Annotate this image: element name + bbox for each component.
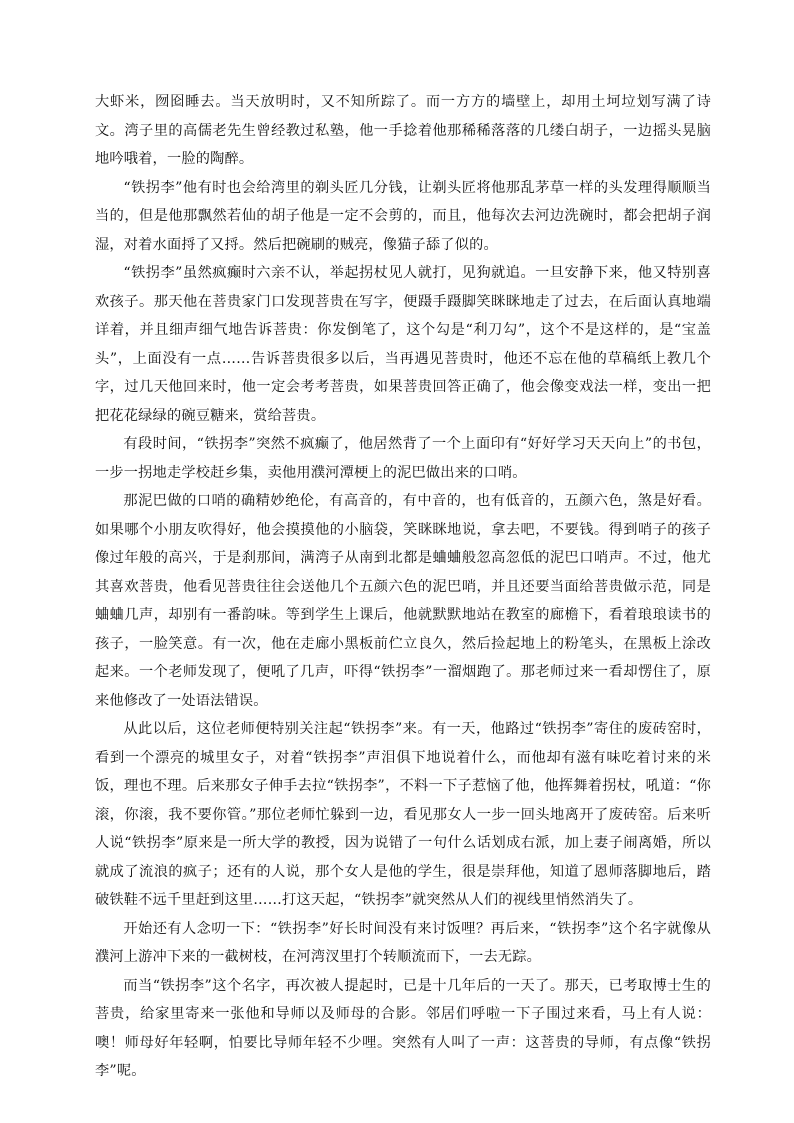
paragraph-7: 开始还有人念叨一下：“铁拐李”好长时间没有来讨饭哩？再后来，“铁拐李”这个名字就像从濮河上游冲下来的一截树枝，在河湾汊里打个转顺流而下，一去无踪。 — [95, 920, 711, 965]
paragraph-4: 有段时间，“铁拐李”突然不疯癫了，他居然背了一个上面印有“好好学习天天向上”的书包，一步一拐地走学校赶乡集，卖他用濮河潭梗上的泥巴做出来的口哨。 — [95, 436, 711, 481]
paragraph-8: 而当“铁拐李”这个名字，再次被人提起时，已是十几年后的一天了。那天，已考取博士生的菩贵，给家里寄来一张他和导师以及师母的合影。邻居们呼啦一下子围过来看，马上有人说：噢！师母好年轻啊，怕要比导师年轻不少哩。突然有人叫了一声：这菩贵的导师，有点像“铁拐李”呢。 — [95, 977, 711, 1079]
article-body — [95, 88, 711, 1086]
paragraph-1: 大虾米，囫囵睡去。当天放明时，又不知所踪了。而一方方的墙壁上，却用土坷垃划写满了诗文。湾子里的高儒老先生曾经教过私塾，他一手捻着他那稀稀落落的几缕白胡子，一边摇头晃脑地吟哦着，一脸的陶醉。 — [95, 94, 711, 167]
paragraph-6: 从此以后，这位老师便特别关注起“铁拐李”来。有一天，他路过“铁拐李”寄住的废砖窑时，看到一个漂亮的城里女子，对着“铁拐李”声泪俱下地说着什么，而他却有滋有味吃着讨来的米饭，理也不理。后来那女子伸手去拉“铁拐李”，不料一下子惹恼了他，他挥舞着拐杖，吼道：“你滚，你滚，我不要你管。”那位老师忙躲到一边，看见那女人一步一回头地离开了废砖窑。后来听人说“铁拐李”原来是一所大学的教授，因为说错了一句什么话划成右派，加上妻子闹离婚，所以就成了流浪的疯子；还有的人说，那个女人是他的学生，很是崇拜他，知道了恩师落脚地后，踏破铁鞋不远千里赶到这里……打这天起，“铁拐李”就突然从人们的视线里悄然消失了。 — [95, 721, 711, 908]
paragraph-3: “铁拐李”虽然疯癫时六亲不认，举起拐杖见人就打，见狗就追。一旦安静下来，他又特别喜欢孩子。那天他在菩贵家门口发现菩贵在写字，便蹑手蹑脚笑眯眯地走了过去，在后面认真地端详着，并且细声细气地告诉菩贵：你发倒笔了，这个勾是“利刀勾”，这个不是这样的，是“宝盖头”，上面没有一点……告诉菩贵很多以后，当再遇见菩贵时，他还不忘在他的草稿纸上教几个字，过几天他回来时，他一定会考考菩贵，如果菩贵回答正确了，他会像变戏法一样，变出一把把花花绿绿的碗豆糖来，赏给菩贵。 — [95, 265, 711, 424]
paragraph-2: “铁拐李”他有时也会给湾里的剃头匠几分钱，让剃头匠将他那乱茅草一样的头发理得顺顺当当的，但是他那飘然若仙的胡子他是一定不会剪的，而且，他每次去河边洗碗时，都会把胡子润湿，对着水面捋了又捋。然后把碗刷的贼亮，像猫子舔了似的。 — [95, 179, 711, 253]
paragraph-5: 那泥巴做的口哨的确精妙绝伦，有高音的，有中音的，也有低音的，五颜六色，煞是好看。如果哪个小朋友吹得好，他会摸摸他的小脑袋，笑眯眯地说，拿去吧，不要钱。得到哨子的孩子像过年般的高兴，于是刹那间，满湾子从南到北都是蛐蛐般忽高忽低的泥巴口哨声。不过，他尤其喜欢菩贵，他看见菩贵往往会送他几个五颜六色的泥巴哨，并且还要当面给菩贵做示范，同是蛐蛐几声，却别有一番韵味。等到学生上课后，他就默默地站在教室的廊檐下，看着琅琅读书的孩子，一脸笑意。有一次，他在走廊小黑板前伫立良久，然后捡起地上的粉笔头，在黑板上涂改起来。一个老师发现了，便吼了几声，吓得“铁拐李”一溜烟跑了。那老师过来一看却愣住了，原来他修改了一处语法错误。 — [95, 493, 711, 709]
